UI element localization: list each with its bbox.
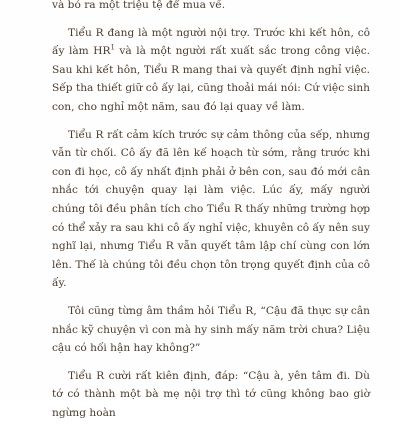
paragraph-2: Tiểu R rất cảm kích trước sự cảm thông của sếp, nhưng vẫn từ chối. Cô ấy đã lên kế hoạch từ sớm, rằng trước khi con đi học, cô ấy nhất định phải ở bên con, sau đó mới cân nhắc tới chuyện quay lại làm việc. Lúc ấy, mấy người chúng tôi đều phân tích cho Tiểu R thấy những trường hợp có thể xảy ra sau khi cô ấy nghỉ việc, khuyên cô ấy nên suy nghĩ lại, nhưng Tiểu R vẫn quyết tâm lập chí cùng con lớn lên. Thế là chúng tôi đều chọn tôn trọng quyết định của cô ấy. bbox=[52, 128, 370, 290]
paragraph-1 bbox=[52, 24, 370, 117]
paragraph-1-part-a: Tiểu R đang là một người nội trợ. Trước khi kết hôn, cô ấy làm HR bbox=[52, 26, 370, 58]
paragraph-1-part-b: và là một người rất xuất sắc trong công việc. Sau khi kết hôn, Tiểu R mang thai và quyết định nghỉ việc. Sếp tha thiết giữ cô ấy lại, cũng thoải mái nói: Cứ việc sinh con, cho nghỉ một năm, sau đó lại quay về làm. bbox=[52, 45, 370, 113]
page-text bbox=[52, 0, 370, 431]
paragraph-4: Tiểu R cười rất kiên định, đáp: “Cậu à, yên tâm đi. Dù tớ có thành một bà mẹ nội trợ thì tớ cũng không bao giờ ngừng hoàn bbox=[52, 369, 370, 419]
paragraph-3: Tôi cũng từng âm thầm hỏi Tiểu R, “Cậu đã thực sự cân nhắc kỹ chuyện vì con mà hy sinh mấy năm trời chưa? Liệu cậu có hối hận hay không?” bbox=[52, 304, 370, 355]
paragraph-0: và bỏ ra một triệu tệ để mua về. bbox=[52, 0, 226, 11]
footnote-marker: 1 bbox=[110, 43, 115, 52]
